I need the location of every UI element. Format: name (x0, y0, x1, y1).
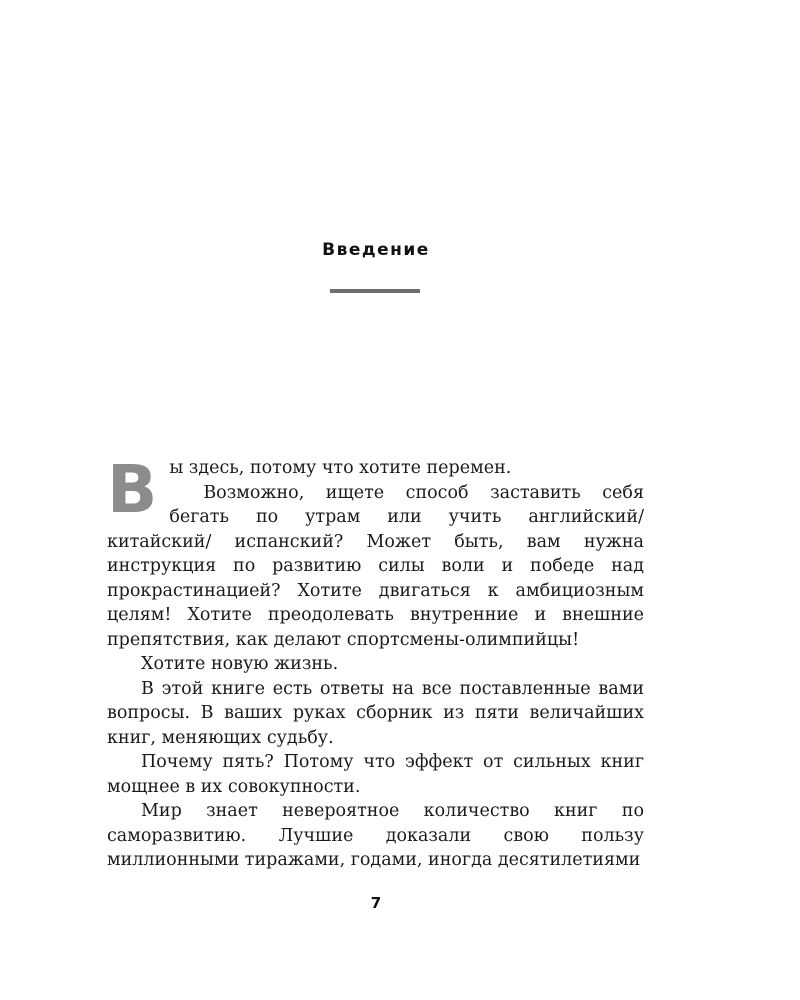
title-underline-rule (330, 289, 420, 293)
chapter-title: Введение (322, 240, 430, 260)
paragraph: Почему пять? Потому что эффект от сильных книг мощнее в их совокупности. (107, 752, 644, 797)
paragraph: Мир знает невероятное количество книг по саморазвитию. Лучшие доказали свою пользу миллионными тиражами, годами, иногда десятилетиями (107, 801, 644, 870)
paragraph-opening (107, 451, 644, 528)
paragraph: Возможно, ищете способ заставить себя бегать по утрам или учить английский/ китайский/ испанский? Может быть, вам нужна инструкция по развитию силы воли и победе над прокрастинацией? Хотите двигаться к амбициозным целям! Хотите преодолевать внутренние и внешние препятствия, как делают спортсмены-олимпийцы! (107, 482, 644, 650)
opening-line: ы здесь, потому что хотите перемен. (169, 458, 512, 478)
page-number: 7 (370, 894, 382, 912)
body-text (107, 451, 644, 873)
drop-cap: В (107, 451, 158, 528)
paragraph: В этой книге есть ответы на все поставленные вами вопросы. В ваших руках сборник из пяти величайших книг, меняющих судьбу. (107, 678, 644, 748)
paragraph: Хотите новую жизнь. (141, 654, 339, 674)
